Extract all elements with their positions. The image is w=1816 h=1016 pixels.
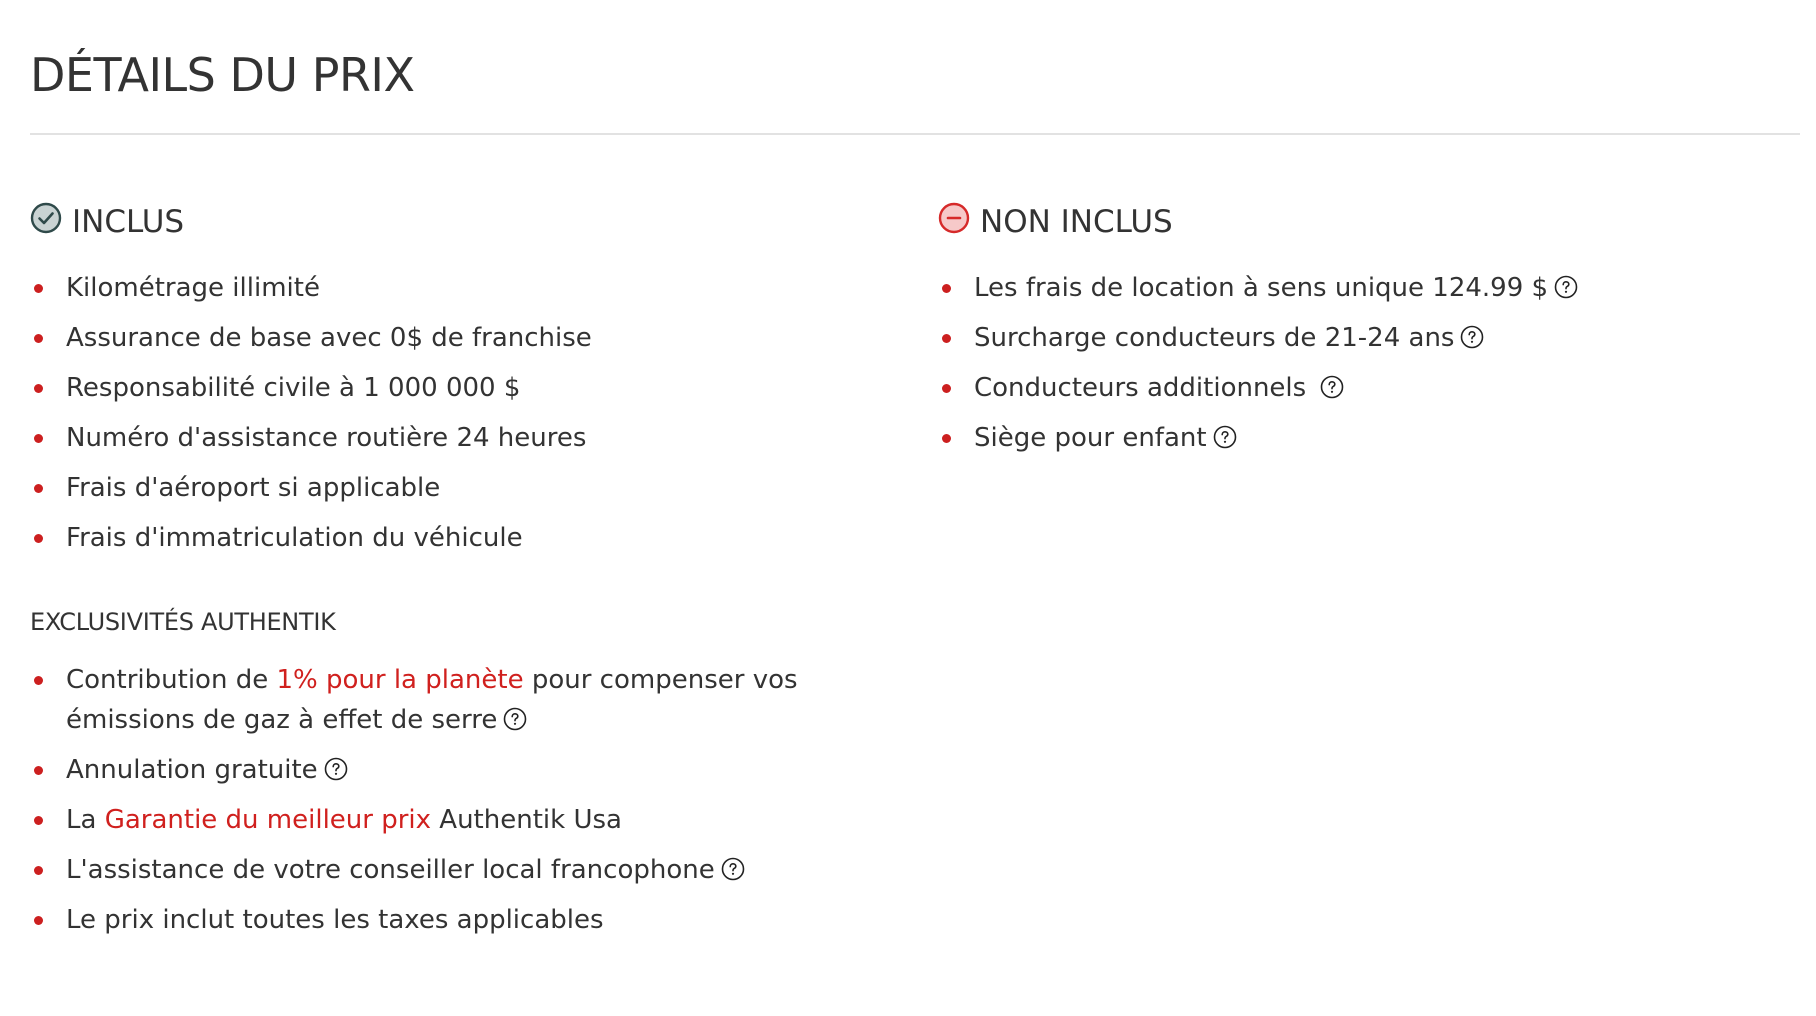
question-circle-icon[interactable] xyxy=(503,707,527,731)
included-section xyxy=(30,200,890,950)
question-circle-icon[interactable] xyxy=(1213,425,1237,449)
not-included-section xyxy=(938,200,1758,468)
list-item xyxy=(30,660,826,740)
bullet-dot xyxy=(942,384,951,393)
list-item-text-before: La xyxy=(66,805,105,835)
list-item xyxy=(30,750,890,790)
page-title: DÉTAILS DU PRIX xyxy=(30,48,415,102)
bullet-dot xyxy=(34,676,43,685)
list-item-label: Siège pour enfant xyxy=(974,423,1207,453)
list-item-text-after: Authentik Usa xyxy=(431,805,622,835)
list-item-label: Responsabilité civile à 1 000 000 $ xyxy=(66,373,521,403)
list-item-label: Frais d'immatriculation du véhicule xyxy=(66,523,523,553)
included-heading-label: INCLUS xyxy=(72,204,185,240)
exclusives-list xyxy=(30,660,890,940)
question-circle-icon[interactable] xyxy=(324,757,348,781)
list-item-text-before: Contribution de xyxy=(66,665,277,695)
list-item-text-after: pour compenser vos émissions de gaz à effet de serre xyxy=(66,665,798,735)
list-item xyxy=(30,418,890,458)
list-item-label: Surcharge conducteurs de 21-24 ans xyxy=(974,323,1455,353)
bullet-dot xyxy=(942,334,951,343)
list-item xyxy=(30,468,890,508)
list-item xyxy=(30,368,890,408)
list-item xyxy=(938,268,1758,308)
bullet-dot xyxy=(942,434,951,443)
bullet-dot xyxy=(34,334,43,343)
list-item-label: Les frais de location à sens unique 124.99 $ xyxy=(974,273,1549,303)
list-item xyxy=(30,268,890,308)
bullet-dot xyxy=(34,766,43,775)
list-item xyxy=(938,368,1758,408)
list-item-label: Frais d'aéroport si applicable xyxy=(66,473,441,503)
list-item xyxy=(938,318,1758,358)
bullet-dot xyxy=(34,816,43,825)
list-item xyxy=(30,518,890,558)
list-item-label: Kilométrage illimité xyxy=(66,273,320,303)
check-circle-icon xyxy=(30,202,62,234)
included-heading xyxy=(30,200,890,244)
bullet-dot xyxy=(942,284,951,293)
included-list xyxy=(30,268,890,558)
bullet-dot xyxy=(34,434,43,443)
not-included-heading-label: NON INCLUS xyxy=(980,204,1173,240)
exclusives-heading: EXCLUSIVITÉS AUTHENTIK xyxy=(30,608,336,636)
list-item-label: Numéro d'assistance routière 24 heures xyxy=(66,423,587,453)
list-item xyxy=(30,900,890,940)
list-item-label: Assurance de base avec 0$ de franchise xyxy=(66,323,592,353)
list-item xyxy=(30,850,890,890)
bullet-dot xyxy=(34,916,43,925)
bullet-dot xyxy=(34,284,43,293)
bullet-dot xyxy=(34,484,43,493)
bullet-dot xyxy=(34,384,43,393)
question-circle-icon[interactable] xyxy=(721,857,745,881)
list-item-label: Le prix inclut toutes les taxes applicables xyxy=(66,905,604,935)
list-item xyxy=(30,318,890,358)
question-circle-icon[interactable] xyxy=(1320,375,1344,399)
question-circle-icon[interactable] xyxy=(1460,325,1484,349)
title-divider xyxy=(30,133,1800,135)
not-included-list xyxy=(938,268,1758,458)
bullet-dot xyxy=(34,534,43,543)
planet-contribution-link[interactable]: 1% pour la planète xyxy=(276,665,524,695)
not-included-heading xyxy=(938,200,1758,244)
list-item xyxy=(30,800,890,840)
best-price-guarantee-link[interactable]: Garantie du meilleur prix xyxy=(104,805,432,835)
bullet-dot xyxy=(34,866,43,875)
list-item-label: Conducteurs additionnels xyxy=(974,373,1315,403)
list-item xyxy=(938,418,1758,458)
minus-circle-icon xyxy=(938,202,970,234)
list-item-label: Annulation gratuite xyxy=(66,755,318,785)
list-item-label: L'assistance de votre conseiller local francophone xyxy=(66,855,715,885)
question-circle-icon[interactable] xyxy=(1554,275,1578,299)
